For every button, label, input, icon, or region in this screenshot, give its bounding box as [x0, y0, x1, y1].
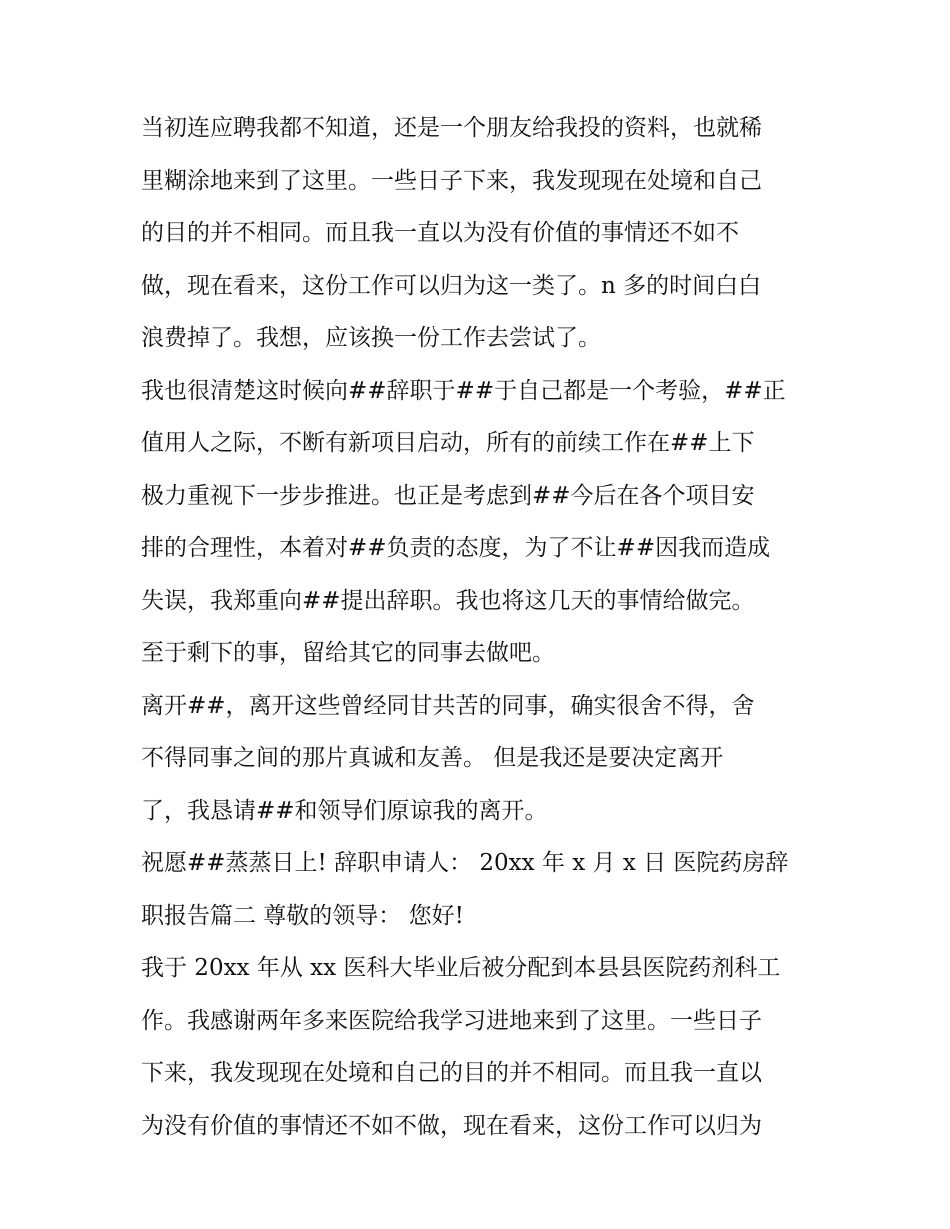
text-line: 至于剩下的事，留给其它的同事去做吧。 — [141, 640, 555, 666]
text-line: 值用人之际，不断有新项目启动，所有的前续工作在##上下 — [141, 430, 755, 456]
text-line: 作。我感谢两年多来医院给我学习进地来到了这里。一些日子 — [141, 1007, 762, 1034]
text-line: 下来，我发现现在处境和自己的目的并不相同。而且我一直以 — [141, 1060, 762, 1086]
text-line: 为没有价值的事情还不如不做，现在看来，这份工作可以归为 — [141, 1112, 762, 1139]
text-line: 当初连应聘我都不知道，还是一个朋友给我投的资料，也就稀 — [141, 115, 762, 141]
text-line: 不得同事之间的那片真诚和友善。 但是我还是要决定离开 — [141, 745, 724, 771]
text-line: 职报告篇二 尊敬的领导： 您好! — [141, 902, 464, 929]
text-line: 做，现在看来，这份工作可以归为这一类了。n 多的时间白白 — [141, 272, 762, 299]
text-line: 里糊涂地来到了这里。一些日子下来，我发现现在处境和自己 — [141, 167, 762, 194]
document-body — [141, 102, 831, 1152]
text-line: 了，我恳请##和领导们原谅我的离开。 — [141, 797, 548, 824]
text-line: 离开##，离开这些曾经同甘共苦的同事，确实很舍不得，舍 — [141, 692, 755, 719]
text-line: 的目的并不相同。而且我一直以为没有价值的事情还不如不 — [141, 220, 739, 246]
text-line: 我于 20xx 年从 xx 医科大毕业后被分配到本县县医院药剂科工 — [141, 955, 781, 981]
text-line: 浪费掉了。我想，应该换一份工作去尝试了。 — [141, 325, 601, 351]
text-line: 祝愿##蒸蒸日上! 辞职申请人： 20xx 年 x 月 x 日 医院药房辞 — [141, 850, 789, 876]
text-line: 排的合理性，本着对##负责的态度，为了不让##因我而造成 — [141, 535, 771, 561]
text-line: 我也很清楚这时候向##辞职于##于自己都是一个考验，##正 — [141, 377, 786, 404]
text-line: 失误，我郑重向##提出辞职。我也将这几天的事情给做完。 — [141, 587, 755, 614]
text-line: 极力重视下一步步推进。也正是考虑到##今后在各个项目安 — [141, 482, 755, 509]
